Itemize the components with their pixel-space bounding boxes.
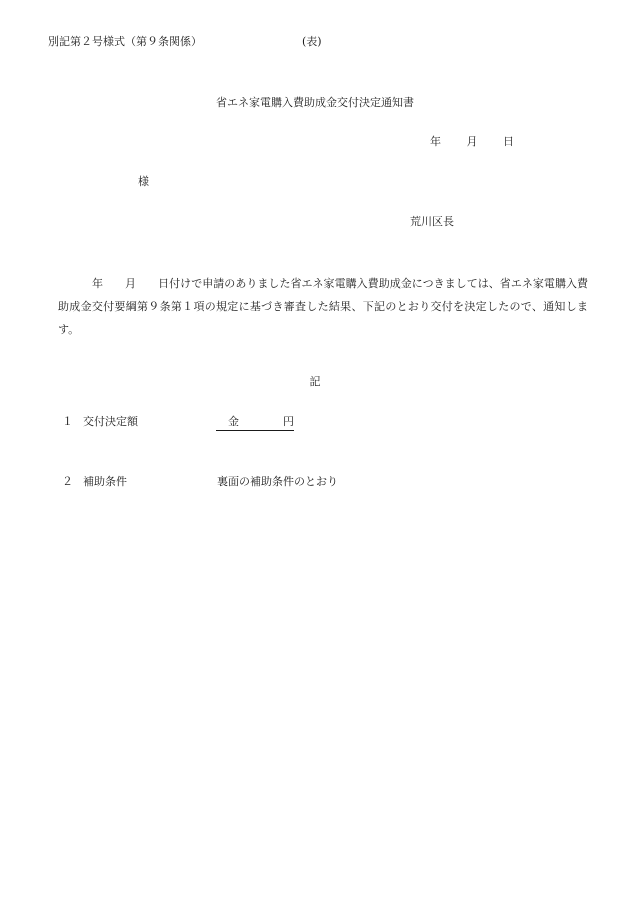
body-paragraph: [58, 272, 588, 341]
item-1-number: １: [62, 415, 73, 428]
grant-amount-field: [216, 415, 294, 431]
document-title: 省エネ家電購入費助成金交付決定通知書: [216, 96, 414, 109]
amount-suffix: 円: [283, 415, 294, 428]
subsidy-conditions: 裏面の補助条件のとおり: [217, 475, 338, 488]
date-month: 月: [466, 135, 478, 148]
item-1-label: 交付決定額: [83, 415, 138, 428]
form-number: 別記第２号様式（第９条関係）: [48, 35, 202, 48]
side-indicator: (表): [302, 35, 322, 48]
body-month: 月: [125, 277, 137, 290]
body-year: 年: [92, 277, 104, 290]
ki-heading: 記: [309, 375, 321, 388]
body-text: 日付けで申請のありました省エネ家電購入費助成金につきましては、省エネ家電購入費助成金交付要綱第９条第１項の規定に基づき審査した結果、下記のとおり交付を決定したので、通知します。: [58, 277, 589, 336]
item-2-number: ２: [62, 475, 73, 488]
recipient-line: 様: [138, 175, 149, 188]
amount-prefix: 金: [228, 415, 239, 428]
date-year: 年: [430, 135, 441, 148]
issue-date: [430, 135, 514, 149]
issuer-name: 荒川区長: [410, 215, 454, 228]
item-2-label: 補助条件: [83, 475, 127, 488]
date-day: 日: [503, 135, 514, 148]
